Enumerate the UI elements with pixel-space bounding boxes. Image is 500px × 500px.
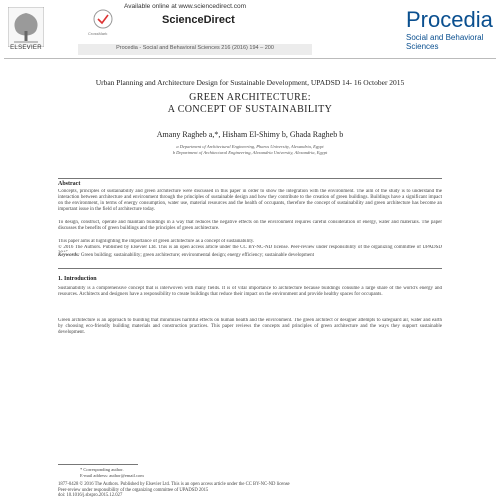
conference-line: Urban Planning and Architecture Design for Sustainable Development, UPADSD 14- 16 October 2015 [95, 78, 405, 87]
author-email: E-mail address: author@email.com [80, 473, 144, 478]
title-line-1: GREEN ARCHITECTURE: [189, 92, 311, 103]
journal-reference: Procedia - Social and Behavioral Sciences 216 (2016) 194 – 200 [116, 45, 274, 51]
journal-brand: Procedia [406, 7, 493, 32]
abstract-paragraph-3: This paper aims at highlighting the importance of green architecture as a concept of sustainability. [58, 239, 255, 244]
journal-header [4, 1, 496, 56]
keywords-list: Green building; sustainability; green architecture; environmental design; energy efficiency; sustainable development [80, 253, 314, 258]
paper-title [0, 92, 500, 116]
abstract-top-rule [58, 178, 442, 179]
journal-brand-subtitle: Social and Behavioral Sciences [406, 33, 484, 51]
introduction-paragraph-2: Green architecture is an approach to building that minimizes harmful effects on human health and the environment. The green architect or designer attempts to safeguard air, water and earth by choosing eco-friendly building materials and construction practices. This paper reviews the concepts and principles of green architecture and the ways they support sustainable development. [58, 318, 442, 335]
abstract-heading: Abstract [58, 181, 81, 187]
author-list: Amany Ragheb a,*, Hisham El-Shimy b, Ghada Ragheb b [156, 130, 344, 139]
affiliation-b: b Department of Architectural Engineering, Alexandria University, Alexandria, Egypt [172, 150, 328, 155]
abstract-bottom-rule [58, 268, 442, 269]
introduction-paragraph-1: Sustainability is a comprehensive concept that is interwoven with many fields. It is of vital importance to architecture because buildings consume a large share of the world's energy and resources. Architects and designers have a responsibility to create buildings that reduce their impact on the environment and provide healthy spaces for occupants. [58, 286, 442, 297]
elsevier-tree-logo [8, 7, 44, 47]
footer-doi: doi: 10.1016/j.sbspro.2015.12.027 [58, 493, 123, 499]
publisher-name: ELSEVIER [10, 45, 42, 51]
corresponding-author-note: * Corresponding author. [80, 467, 124, 472]
abstract-paragraph-2: To design, construct, operate and maintain buildings in a way that reduces the negative effects on the environment requires careful consideration of energy, water and materials. The paper discusses the benefits of green buildings and the principles of green architecture. [58, 220, 442, 231]
availability-note: Available online at www.sciencedirect.com [124, 3, 246, 10]
footer-license: 1877-0428 © 2016 The Authors. Published by Elsevier Ltd. This is an open access article under the CC BY-NC-ND license [58, 482, 290, 487]
crossmark-label: CrossMark [88, 31, 108, 36]
footnote-divider [58, 464, 138, 465]
platform-name: ScienceDirect [162, 14, 235, 26]
affiliations [0, 144, 500, 156]
crossmark-icon[interactable] [93, 9, 113, 29]
introduction-heading: 1. Introduction [58, 276, 97, 282]
keywords-label: Keywords: [58, 253, 80, 258]
abstract-paragraph-1: Concepts, principles of sustainability and green architecture were discussed in this paper in order to show the integration with the environment. The aim of the study is to understand the interaction between architecture and environment through the principles of sustainable design and how they contribute to the creation of green buildings. Buildings have a significant impact on the environment, in terms of energy consumption, water use, material resources and the health of occupants, therefore the concept of sustainability and green architecture has become an important issue in the field of architecture today. [58, 189, 442, 212]
title-line-2: A CONCEPT OF SUSTAINABILITY [167, 104, 333, 115]
header-divider [4, 58, 496, 59]
keywords-block [58, 253, 442, 259]
publication-footer [58, 482, 442, 499]
affiliation-a: a Department of Architectural Engineering, Pharos University, Alexandria, Egypt [176, 144, 324, 149]
copyright-notice: © 2016 The Authors. Published by Elsevier Ltd. This is an open access article under the CC BY-NC-ND license. Peer-review under responsibility of the organizing committee of UPADSD [58, 245, 442, 250]
footer-peer-review: Peer-review under responsibility of the organizing committee of UPADSD 2015 [58, 487, 209, 493]
